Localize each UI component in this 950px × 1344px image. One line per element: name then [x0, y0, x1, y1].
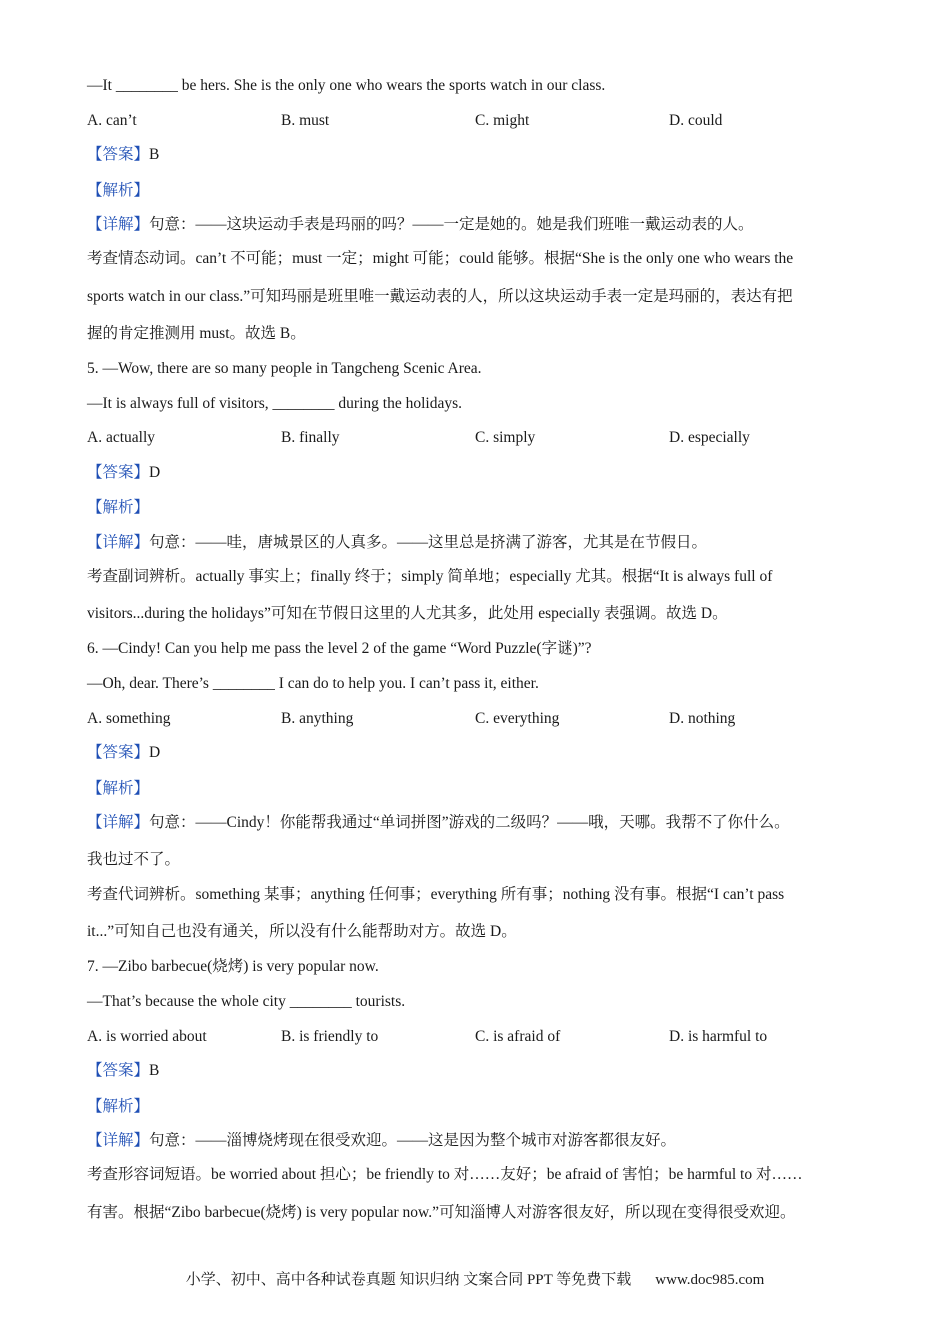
answer-value: B [149, 1062, 160, 1079]
option-a: A. actually [87, 429, 156, 446]
answer-value: D [149, 464, 161, 481]
analysis-tag: 【解析】 [87, 1098, 150, 1115]
question-6-response: —Oh, dear. There’s ________ I can do to help you. I can’t pass it, either. [87, 675, 539, 692]
option-d: D. could [669, 112, 723, 129]
explanation-line: 有害。根据“Zibo barbecue(烧烤) is very popular now.”可知淄博人对游客很友好，所以现在变得很受欢迎。 [87, 1204, 796, 1221]
option-c: C. simply [475, 429, 536, 446]
answer-line [87, 145, 159, 165]
detail-tag: 【详解】 [87, 216, 150, 233]
answer-line [87, 743, 160, 763]
answer-line [87, 1061, 159, 1081]
question-5-prompt: 5. —Wow, there are so many people in Tangcheng Scenic Area. [87, 360, 482, 377]
detail-text: 句意：——淄博烧烤现在很受欢迎。——这是因为整个城市对游客都很友好。 [149, 1132, 677, 1149]
analysis-tag: 【解析】 [87, 780, 150, 797]
option-a: A. something [87, 710, 171, 727]
detail-line [87, 813, 790, 833]
option-a: A. can’t [87, 112, 137, 129]
detail-line [87, 1131, 676, 1151]
answer-tag: 【答案】 [87, 146, 150, 163]
explanation-line: visitors...during the holidays”可知在节假日这里的人尤其多，此处用 especially 表强调。故选 D。 [87, 605, 728, 622]
question-4-response: —It ________ be hers. She is the only one who wears the sports watch in our class. [87, 77, 606, 94]
option-c: C. is afraid of [475, 1028, 561, 1045]
detail-text: 句意：——哇，唐城景区的人真多。——这里总是挤满了游客，尤其是在节假日。 [149, 534, 708, 551]
explanation-line: sports watch in our class.”可知玛丽是班里唯一戴运动表的人，所以这块运动手表一定是玛丽的，表达有把 [87, 288, 793, 305]
option-b: B. finally [281, 429, 340, 446]
explanation-line: 考查形容词短语。be worried about 担心；be friendly to 对……友好；be afraid of 害怕；be harmful to 对…… [87, 1166, 803, 1183]
option-c: C. might [475, 112, 530, 129]
analysis-tag: 【解析】 [87, 182, 150, 199]
detail-line [87, 215, 754, 235]
answer-tag: 【答案】 [87, 744, 150, 761]
answer-tag: 【答案】 [87, 1062, 150, 1079]
answer-tag: 【答案】 [87, 464, 150, 481]
explanation-line: 考查代词辨析。something 某事；anything 任何事；everything 所有事；nothing 没有事。根据“I can’t pass [87, 886, 785, 903]
option-c: C. everything [475, 710, 560, 727]
detail-line [87, 533, 707, 553]
explanation-line: 考查副词辨析。actually 事实上；finally 终于；simply 简单地；especially 尤其。根据“It is always full of [87, 568, 773, 585]
answer-value: D [149, 744, 161, 761]
detail-tag: 【详解】 [87, 814, 150, 831]
answer-line [87, 463, 160, 483]
option-d: D. is harmful to [669, 1028, 768, 1045]
question-5-response: —It is always full of visitors, ________ during the holidays. [87, 395, 462, 412]
detail-tag: 【详解】 [87, 1132, 150, 1149]
analysis-tag: 【解析】 [87, 499, 150, 516]
question-6-prompt: 6. —Cindy! Can you help me pass the level 2 of the game “Word Puzzle(字谜)”? [87, 640, 592, 657]
detail-text: 句意：——这块运动手表是玛丽的吗？——一定是她的。她是我们班唯一戴运动表的人。 [149, 216, 754, 233]
detail-continued: 我也过不了。 [87, 851, 181, 868]
explanation-line: it...”可知自己也没有通关，所以没有什么能帮助对方。故选 D。 [87, 923, 517, 940]
footer-site-link[interactable]: www.doc985.com [655, 1272, 765, 1288]
option-b: B. anything [281, 710, 354, 727]
page-footer [0, 1270, 950, 1290]
option-b: B. is friendly to [281, 1028, 379, 1045]
option-d: D. especially [669, 429, 750, 446]
answer-value: B [149, 146, 160, 163]
detail-tag: 【详解】 [87, 534, 150, 551]
option-b: B. must [281, 112, 330, 129]
question-7-prompt: 7. —Zibo barbecue(烧烤) is very popular now. [87, 958, 379, 975]
explanation-line: 考查情态动词。can’t 不可能；must 一定；might 可能；could 能够。根据“She is the only one who wears the [87, 250, 794, 267]
detail-text: 句意：——Cindy！你能帮我通过“单词拼图”游戏的二级吗？——哦，天哪。我帮不了你什么。 [149, 814, 790, 831]
option-d: D. nothing [669, 710, 736, 727]
question-7-response: —That’s because the whole city ________ tourists. [87, 993, 406, 1010]
footer-text: 小学、初中、高中各种试卷真题 知识归纳 文案合同 PPT 等免费下载 [185, 1272, 632, 1288]
option-a: A. is worried about [87, 1028, 207, 1045]
explanation-line: 握的肯定推测用 must。故选 B。 [87, 325, 306, 342]
